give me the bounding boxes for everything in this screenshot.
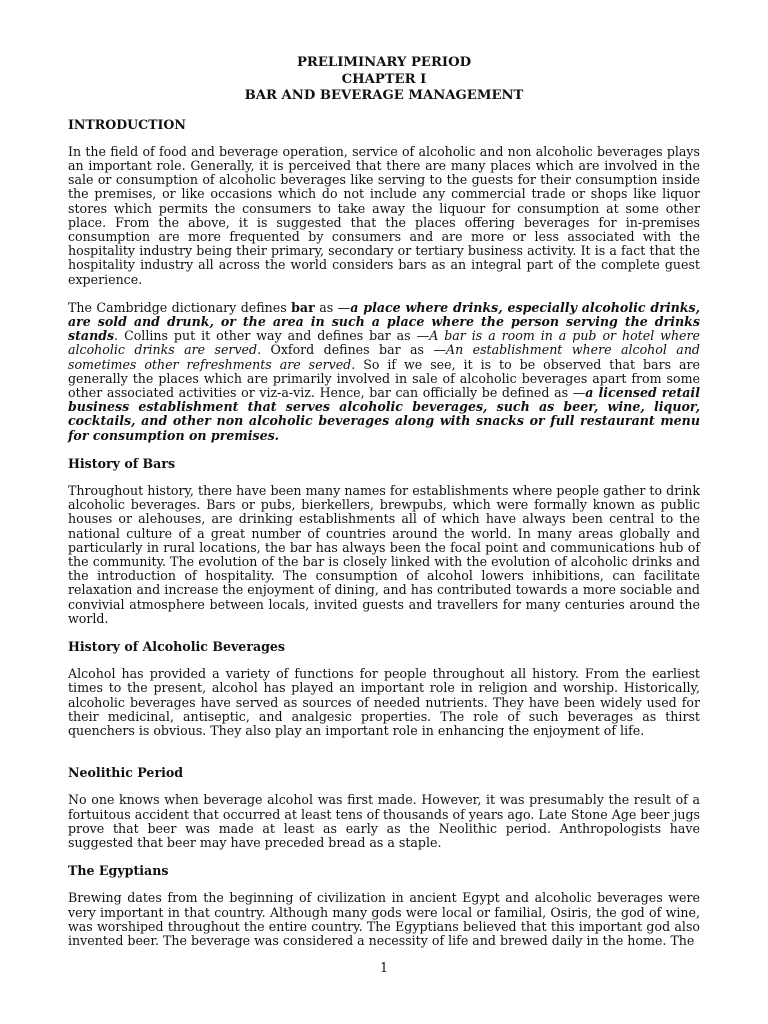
heading-history-of-alcoholic-beverages: History of Alcoholic Beverages	[68, 639, 286, 654]
text-segment: Oxford defines bar as —	[261, 342, 446, 358]
document-page	[68, 55, 700, 962]
introduction-paragraph-2	[68, 301, 700, 443]
the-egyptians-paragraph: Brewing dates from the beginning of civilization in ancient Egypt and alcoholic beverages were very important in that country. Although many gods were local or familial, Osiris, the god of wine, was worshiped throughout the entire country. The Egyptians believed that this important god also invented beer. The beverage was considered a necessity of life and brewed daily in the home. The	[68, 890, 700, 949]
heading-history-of-bars: History of Bars	[68, 455, 176, 471]
heading-the-egyptians: The Egyptians	[68, 863, 169, 879]
term-bar: bar	[291, 299, 315, 315]
title-chapter: CHAPTER I	[341, 71, 427, 87]
history-of-alcoholic-beverages-paragraph: Alcohol has provided a variety of functions for people throughout all history. From the earliest times to the present, alcohol has played an important role in religion and worship. Historically, alcoholic beverages have served as sources of needed nutrients. They have been widely used for their medicinal, antiseptic, and analgesic properties. The role of such beverages as thirst quenchers is obvious. They also play an important role in enhancing the enjoyment of life.	[68, 666, 700, 739]
title-bar-beverage-management: BAR AND BEVERAGE MANAGEMENT	[244, 88, 524, 103]
history-of-bars-paragraph: Throughout history, there have been many names for establishments where people gather to drink alcoholic beverages. Bars or pubs, bierkellers, brewpubs, which were formally known as public houses or alehouses, are drinking establishments all of which have always been central to the national culture of a great number of countries around the world. In many areas globally and particularly in rural locations, the bar has always been the focal point and communications hub of the community. The evolution of the bar is closely linked with the evolution of alcoholic drinks and the introduction of hospitality. The consumption of alcohol lowers inhibitions, can facilitate relaxation and increase the enjoyment of dining, and has contributed towards a more sociable and convivial atmosphere between locals, invited guests and travellers for many centuries around the world.	[68, 482, 700, 626]
collins-definition: A bar is a room in a pub or hotel where alcoholic drinks are served.	[68, 328, 700, 358]
neolithic-period-paragraph: No one knows when beverage alcohol was first made. However, it was presumably the result of a fortuitous accident that occurred at least tens of thousands of years ago. Late Stone Age beer jugs prove that beer was made at least as early as the Neolithic period. Anthropologists have suggested that beer may have preceded bread as a staple.	[68, 792, 700, 851]
introduction-paragraph-1: In the field of food and beverage operation, service of alcoholic and non alcoholic beverages plays an important role. Generally, it is perceived that there are many places which are involved in the sale or consumption of alcoholic beverages like serving to the guests for their consumption inside the premises, or like occasions which do not include any commercial trade or shops like liquor stores which permits the consumers to take away the liquour for consumption at some other place. From the above, it is suggested that the places offering beverages for in-premises consumption are more frequented by consumers and are more or less associated with the hospitality industry being their primary, secondary or tertiary business activity. It is a fact that the hospitality industry all across the world considers bars as an integral part of the complete guest experience.	[68, 143, 700, 287]
official-definition: a licensed retail business establishment that serves alcoholic beverages, such as beer, wine, liquor, cocktails, and other non alcoholic beverages along with snacks or full restaurant menu for consumption on premises.	[68, 384, 701, 443]
text-segment: . Collins put it other way and defines bar as —	[114, 328, 430, 344]
heading-neolithic-period: Neolithic Period	[68, 765, 184, 781]
oxford-definition: An establishment where alcohol and sometimes other refreshments are served.	[68, 342, 700, 372]
text-segment: So if we see, it is to be observed that bars are generally the places which are primarily involved in sale of alcoholic beverages apart from some other associated activities or viz-a-viz. Hence, bar can officially be defined as —	[68, 356, 701, 400]
page-number: 1	[379, 960, 388, 975]
document-title-block	[68, 55, 700, 105]
cambridge-definition: a place where drinks, especially alcoholic drinks, are sold and drunk, or the area in such a place where the person serving the drinks stands	[68, 299, 700, 344]
title-preliminary-period: PRELIMINARY PERIOD	[297, 55, 471, 70]
text-segment: as —	[314, 299, 351, 315]
heading-introduction: INTRODUCTION	[68, 116, 186, 132]
text-segment: The Cambridge dictionary defines	[68, 299, 292, 315]
